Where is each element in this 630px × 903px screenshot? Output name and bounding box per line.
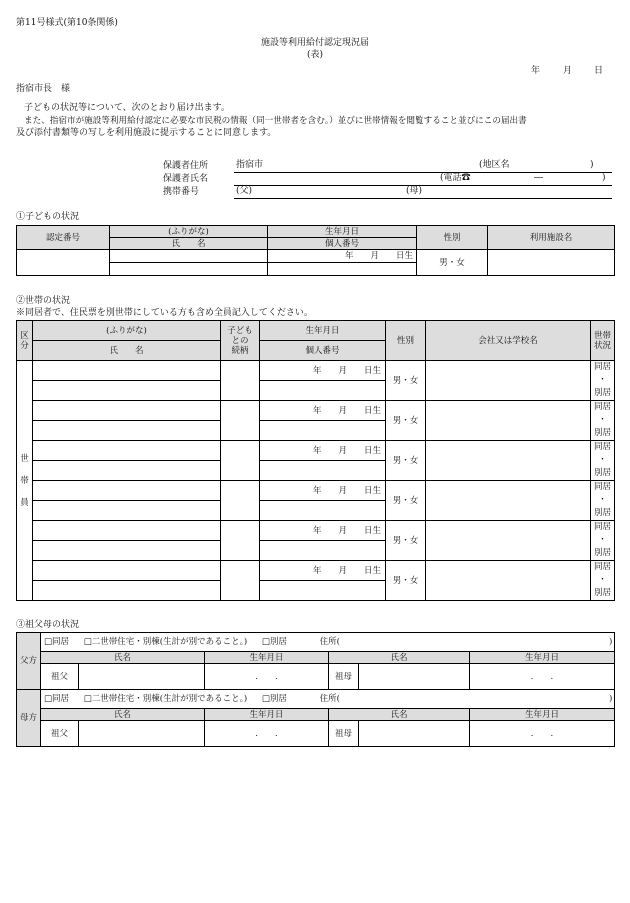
grandfather-birth-cell[interactable]: . . <box>205 721 329 747</box>
member-company-cell[interactable] <box>426 521 591 561</box>
member-sex-cell[interactable]: 男・女 <box>386 401 426 441</box>
grandfather-name-cell[interactable] <box>79 721 205 747</box>
col-sex: 性別 <box>417 226 488 250</box>
member-sex-cell[interactable]: 男・女 <box>386 521 426 561</box>
col-birth: 生年月日 <box>470 652 615 664</box>
date-year: 年 <box>531 66 541 76</box>
grandmother-name-cell[interactable] <box>359 721 470 747</box>
birth-cell[interactable]: 年 月 日生 <box>268 250 417 263</box>
col-birth: 生年月日 <box>205 652 329 664</box>
table-row <box>17 250 615 263</box>
father-address-close: ) <box>609 637 613 647</box>
household-side-label: 世 帯 員 <box>17 361 33 601</box>
guardian-address-label: 保護者住所 <box>163 161 209 171</box>
member-relation-cell[interactable] <box>221 521 260 561</box>
member-relation-cell[interactable] <box>221 401 260 441</box>
phone-dash: ― <box>534 173 543 183</box>
member-status-cell[interactable]: 同居 ・ 別居 <box>591 401 615 441</box>
col-personal: 個人番号 <box>260 341 386 361</box>
col-birth: 生年月日 <box>260 321 386 341</box>
member-name-cell[interactable] <box>33 541 221 561</box>
section3-title: ③祖父母の状況 <box>16 620 80 630</box>
member-birth-cell[interactable]: 年 月 日生 <box>260 401 386 421</box>
furigana-cell[interactable] <box>110 250 268 263</box>
col-cert-id: 認定番号 <box>17 226 110 250</box>
member-sex-cell[interactable]: 男・女 <box>386 361 426 401</box>
table-row <box>17 561 615 581</box>
grandfather-label: 祖父 <box>41 664 79 690</box>
guardian-name-field[interactable] <box>234 173 612 186</box>
table-row <box>17 361 615 381</box>
table-row <box>17 664 615 690</box>
phone-label: (電話☎ <box>440 173 471 183</box>
mother-side-residence <box>41 690 615 709</box>
member-birth-cell[interactable]: 年 月 日生 <box>260 441 386 461</box>
member-name-cell[interactable] <box>33 581 221 601</box>
col-birth: 生年月日 <box>268 226 417 238</box>
grandparents-table <box>16 632 615 747</box>
member-name-cell[interactable] <box>33 421 221 441</box>
mobile-field[interactable] <box>234 186 612 199</box>
intro-line-3: 及び添付書類等の写しを利用施設に提示することに同意します。 <box>16 128 277 138</box>
father-side-label: 父方 <box>17 633 41 690</box>
member-company-cell[interactable] <box>426 361 591 401</box>
mother-address-label: 住所( <box>319 694 340 704</box>
mother-separate-checkbox[interactable]: □別居 <box>261 694 287 704</box>
father-cohabit-checkbox[interactable]: □同居 <box>44 637 70 647</box>
mother-two-gen-checkbox[interactable]: □二世帯住宅・別棟(生計が別であること。) <box>83 694 248 704</box>
form-subtitle: (表) <box>306 50 324 60</box>
col-facility: 利用施設名 <box>488 226 615 250</box>
table-row <box>17 401 615 421</box>
mother-cohabit-checkbox[interactable]: □同居 <box>44 694 70 704</box>
table-row <box>17 521 615 541</box>
form-title: 施設等利用給付認定現況届 <box>260 38 369 48</box>
col-furigana: (ふりがな) <box>33 321 221 341</box>
member-birth-cell[interactable]: 年 月 日生 <box>260 521 386 541</box>
member-personal-cell[interactable] <box>260 541 386 561</box>
form-number: 第11号様式(第10条関係) <box>16 18 118 28</box>
col-name: 氏名 <box>329 652 470 664</box>
col-birth: 生年月日 <box>470 709 615 721</box>
children-table <box>16 225 615 276</box>
member-status-cell[interactable]: 同居 ・ 別居 <box>591 361 615 401</box>
col-name: 氏名 <box>329 709 470 721</box>
col-sex: 性別 <box>386 321 426 361</box>
guardian-address-field[interactable] <box>234 160 612 173</box>
member-birth-cell[interactable]: 年 月 日生 <box>260 481 386 501</box>
grandmother-name-cell[interactable] <box>359 664 470 690</box>
member-sex-cell[interactable]: 男・女 <box>386 441 426 481</box>
grandfather-label: 祖父 <box>41 721 79 747</box>
member-personal-cell[interactable] <box>260 581 386 601</box>
col-personal: 個人番号 <box>268 238 417 250</box>
member-status-cell[interactable]: 同居 ・ 別居 <box>591 481 615 521</box>
grandmother-birth-cell[interactable]: . . <box>470 664 615 690</box>
household-table <box>16 320 615 601</box>
member-name-cell[interactable] <box>33 381 221 401</box>
member-relation-cell[interactable] <box>221 561 260 601</box>
member-status-cell[interactable]: 同居 ・ 別居 <box>591 441 615 481</box>
col-name: 氏 名 <box>33 341 221 361</box>
father-separate-checkbox[interactable]: □別居 <box>261 637 287 647</box>
addressee: 指宿市長 様 <box>16 84 71 94</box>
grandmother-label: 祖母 <box>329 721 359 747</box>
father-side-residence <box>41 633 615 652</box>
facility-cell[interactable] <box>488 250 615 276</box>
personal-cell[interactable] <box>268 263 417 276</box>
member-personal-cell[interactable] <box>260 501 386 521</box>
col-name: 氏 名 <box>110 238 268 250</box>
grandmother-label: 祖母 <box>329 664 359 690</box>
member-sex-cell[interactable]: 男・女 <box>386 481 426 521</box>
member-company-cell[interactable] <box>426 441 591 481</box>
member-status-cell[interactable]: 同居 ・ 別居 <box>591 561 615 601</box>
section2-note: ※同居者で、住民票を別世帯にしている方も含め全員記入してください。 <box>16 308 313 318</box>
father-two-gen-checkbox[interactable]: □二世帯住宅・別棟(生計が別であること。) <box>83 637 248 647</box>
mother-address-close: ) <box>609 694 613 704</box>
father-address-label: 住所( <box>319 637 340 647</box>
date-day: 日 <box>594 66 604 76</box>
member-company-cell[interactable] <box>426 561 591 601</box>
col-company: 会社又は学校名 <box>426 321 591 361</box>
sex-cell[interactable]: 男・女 <box>417 250 488 276</box>
col-kubun: 区 分 <box>17 321 33 361</box>
grandfather-name-cell[interactable] <box>79 664 205 690</box>
member-company-cell[interactable] <box>426 401 591 441</box>
member-relation-cell[interactable] <box>221 481 260 521</box>
member-furigana-cell[interactable] <box>33 561 221 581</box>
member-personal-cell[interactable] <box>260 421 386 441</box>
intro-line-1: 子どもの状況等について、次のとおり届け出ます。 <box>24 103 230 113</box>
name-cell[interactable] <box>110 263 268 276</box>
mobile-father: (父) <box>236 186 253 196</box>
member-furigana-cell[interactable] <box>33 481 221 501</box>
table-row <box>17 721 615 747</box>
mother-side-label: 母方 <box>17 690 41 747</box>
col-birth: 生年月日 <box>205 709 329 721</box>
phone-close: ) <box>602 173 606 183</box>
member-relation-cell[interactable] <box>221 441 260 481</box>
member-personal-cell[interactable] <box>260 461 386 481</box>
date-month: 月 <box>563 66 573 76</box>
guardian-name-label: 保護者氏名 <box>163 174 209 184</box>
grandmother-birth-cell[interactable]: . . <box>470 721 615 747</box>
col-name: 氏名 <box>41 709 205 721</box>
member-furigana-cell[interactable] <box>33 521 221 541</box>
grandfather-birth-cell[interactable]: . . <box>205 664 329 690</box>
member-birth-cell[interactable]: 年 月 日生 <box>260 361 386 381</box>
member-name-cell[interactable] <box>33 501 221 521</box>
guardian-address-value: 指宿市 <box>236 160 264 170</box>
cert-id-cell[interactable] <box>17 250 110 276</box>
table-row <box>17 481 615 501</box>
member-personal-cell[interactable] <box>260 381 386 401</box>
table-row <box>17 441 615 461</box>
col-relation: 子ども との 続柄 <box>221 321 260 361</box>
col-furigana: (ふりがな) <box>110 226 268 238</box>
mobile-label: 携帯番号 <box>163 187 200 197</box>
col-status: 世帯 状況 <box>591 321 615 361</box>
mobile-mother: (母) <box>406 186 423 196</box>
member-company-cell[interactable] <box>426 481 591 521</box>
member-furigana-cell[interactable] <box>33 361 221 381</box>
member-name-cell[interactable] <box>33 461 221 481</box>
area-close: ) <box>590 160 594 170</box>
member-status-cell[interactable]: 同居 ・ 別居 <box>591 521 615 561</box>
member-birth-cell[interactable]: 年 月 日生 <box>260 561 386 581</box>
intro-line-2: また、指宿市が施設等利用給付認定に必要な市民税の情報（同一世帯者を含む。）並びに世帯情報を閲覧すること並びにこの届出書 <box>24 116 527 126</box>
member-sex-cell[interactable]: 男・女 <box>386 561 426 601</box>
member-furigana-cell[interactable] <box>33 401 221 421</box>
area-label: (地区名 <box>479 160 510 170</box>
member-furigana-cell[interactable] <box>33 441 221 461</box>
member-relation-cell[interactable] <box>221 361 260 401</box>
col-name: 氏名 <box>41 652 205 664</box>
section2-title: ②世帯の状況 <box>16 296 71 306</box>
section1-title: ①子どもの状況 <box>16 212 80 222</box>
